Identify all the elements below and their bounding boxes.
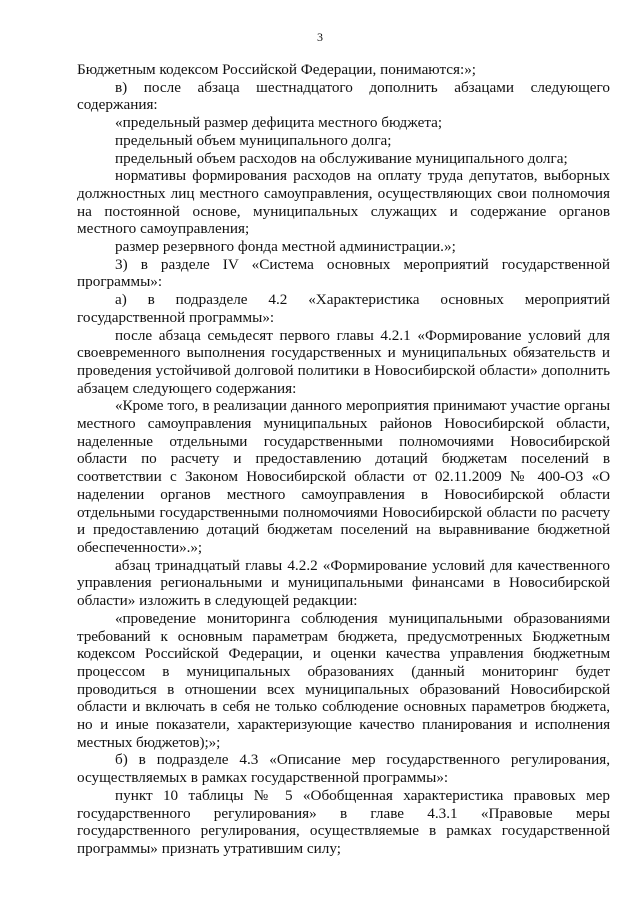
paragraph-chapter-4-2-2: абзац тринадцатый главы 4.2.2 «Формирование условий для качественного управления региональными и муниципальными финансами в Новосибирской области» изложить в следующей редакции: — [77, 556, 610, 610]
paragraph-debt-limit: предельный объем муниципального долга; — [115, 131, 392, 149]
paragraph-deficit-limit: «предельный размер дефицита местного бюджета; — [115, 114, 443, 132]
paragraph-subsection-4-2: а) в подразделе 4.2 «Характеристика основных мероприятий государственной программы»: — [77, 291, 610, 326]
paragraph-amendment-v: в) после абзаца шестнадцатого дополнить абзацами следующего содержания: — [77, 78, 610, 114]
paragraph-local-government-participation: «Кроме того, в реализации данного мероприятия принимают участие органы местного самоуправления муниципальных районов Новосибирской области, наделенные отдельными государственными полномочиями Новосибирской области по расчету и предоставлению дотаций бюджетам поселений в соответствии с Законом Новосибирской области от 02.11.2009 № 400-ОЗ «О наделении органов местного самоуправления в Новосибирской области отдельными государственными полномочиями Новосибирской области по расчету и предоставлению дотаций бюджетам поселений на выравнивание бюджетной обеспеченности».»; — [77, 397, 610, 556]
paragraph-table-5-item-10: пункт 10 таблицы № 5 «Обобщенная характеристика правовых мер государственного регулирования» в главе 4.3.1 «Правовые меры государственного регулирования, осуществляемые в рамках государственной программы» признать утратившим силу; — [77, 786, 610, 857]
paragraph-subsection-4-3: б) в подразделе 4.3 «Описание мер государственного регулирования, осуществляемых в рамках государственной программы»: — [77, 751, 610, 787]
document-body — [77, 61, 610, 858]
paragraph-reserve-fund: размер резервного фонда местной администрации.»; — [115, 238, 456, 256]
paragraph-debt-service-limit: предельный объем расходов на обслуживание муниципального долга; — [115, 149, 568, 167]
paragraph-salary-norms: нормативы формирования расходов на оплату труда депутатов, выборных должностных лиц местного самоуправления, осуществляющих свои полномочия на постоянной основе, муниципальных служащих и содержание органов местного самоуправления; — [77, 167, 610, 238]
paragraph-section-iv: 3) в разделе IV «Система основных мероприятий государственной программы»: — [77, 255, 610, 291]
page-number: 3 — [317, 30, 323, 44]
paragraph-continuation: Бюджетным кодексом Российской Федерации, понимаются:»; — [77, 61, 477, 78]
paragraph-monitoring: «проведение мониторинга соблюдения муниципальными образованиями требований к основным параметрам бюджета, предусмотренных Бюджетным кодексом Российской Федерации, и оценки качества управления бюджетным процессом в муниципальных образованиях (данный мониторинг будет проводиться в отношении всех муниципальных образований Новосибирской области и включать в себя не только соблюдение основных параметров бюджета, но и иные показатели, характеризующие качество планирования и исполнения местных бюджетов);»; — [77, 609, 610, 751]
paragraph-chapter-4-2-1: после абзаца семьдесят первого главы 4.2.1 «Формирование условий для своевременного выполнения государственных и муниципальных обязательств и проведения устойчивой долговой политики в Новосибирской области» дополнить абзацем следующего содержания: — [77, 326, 610, 397]
